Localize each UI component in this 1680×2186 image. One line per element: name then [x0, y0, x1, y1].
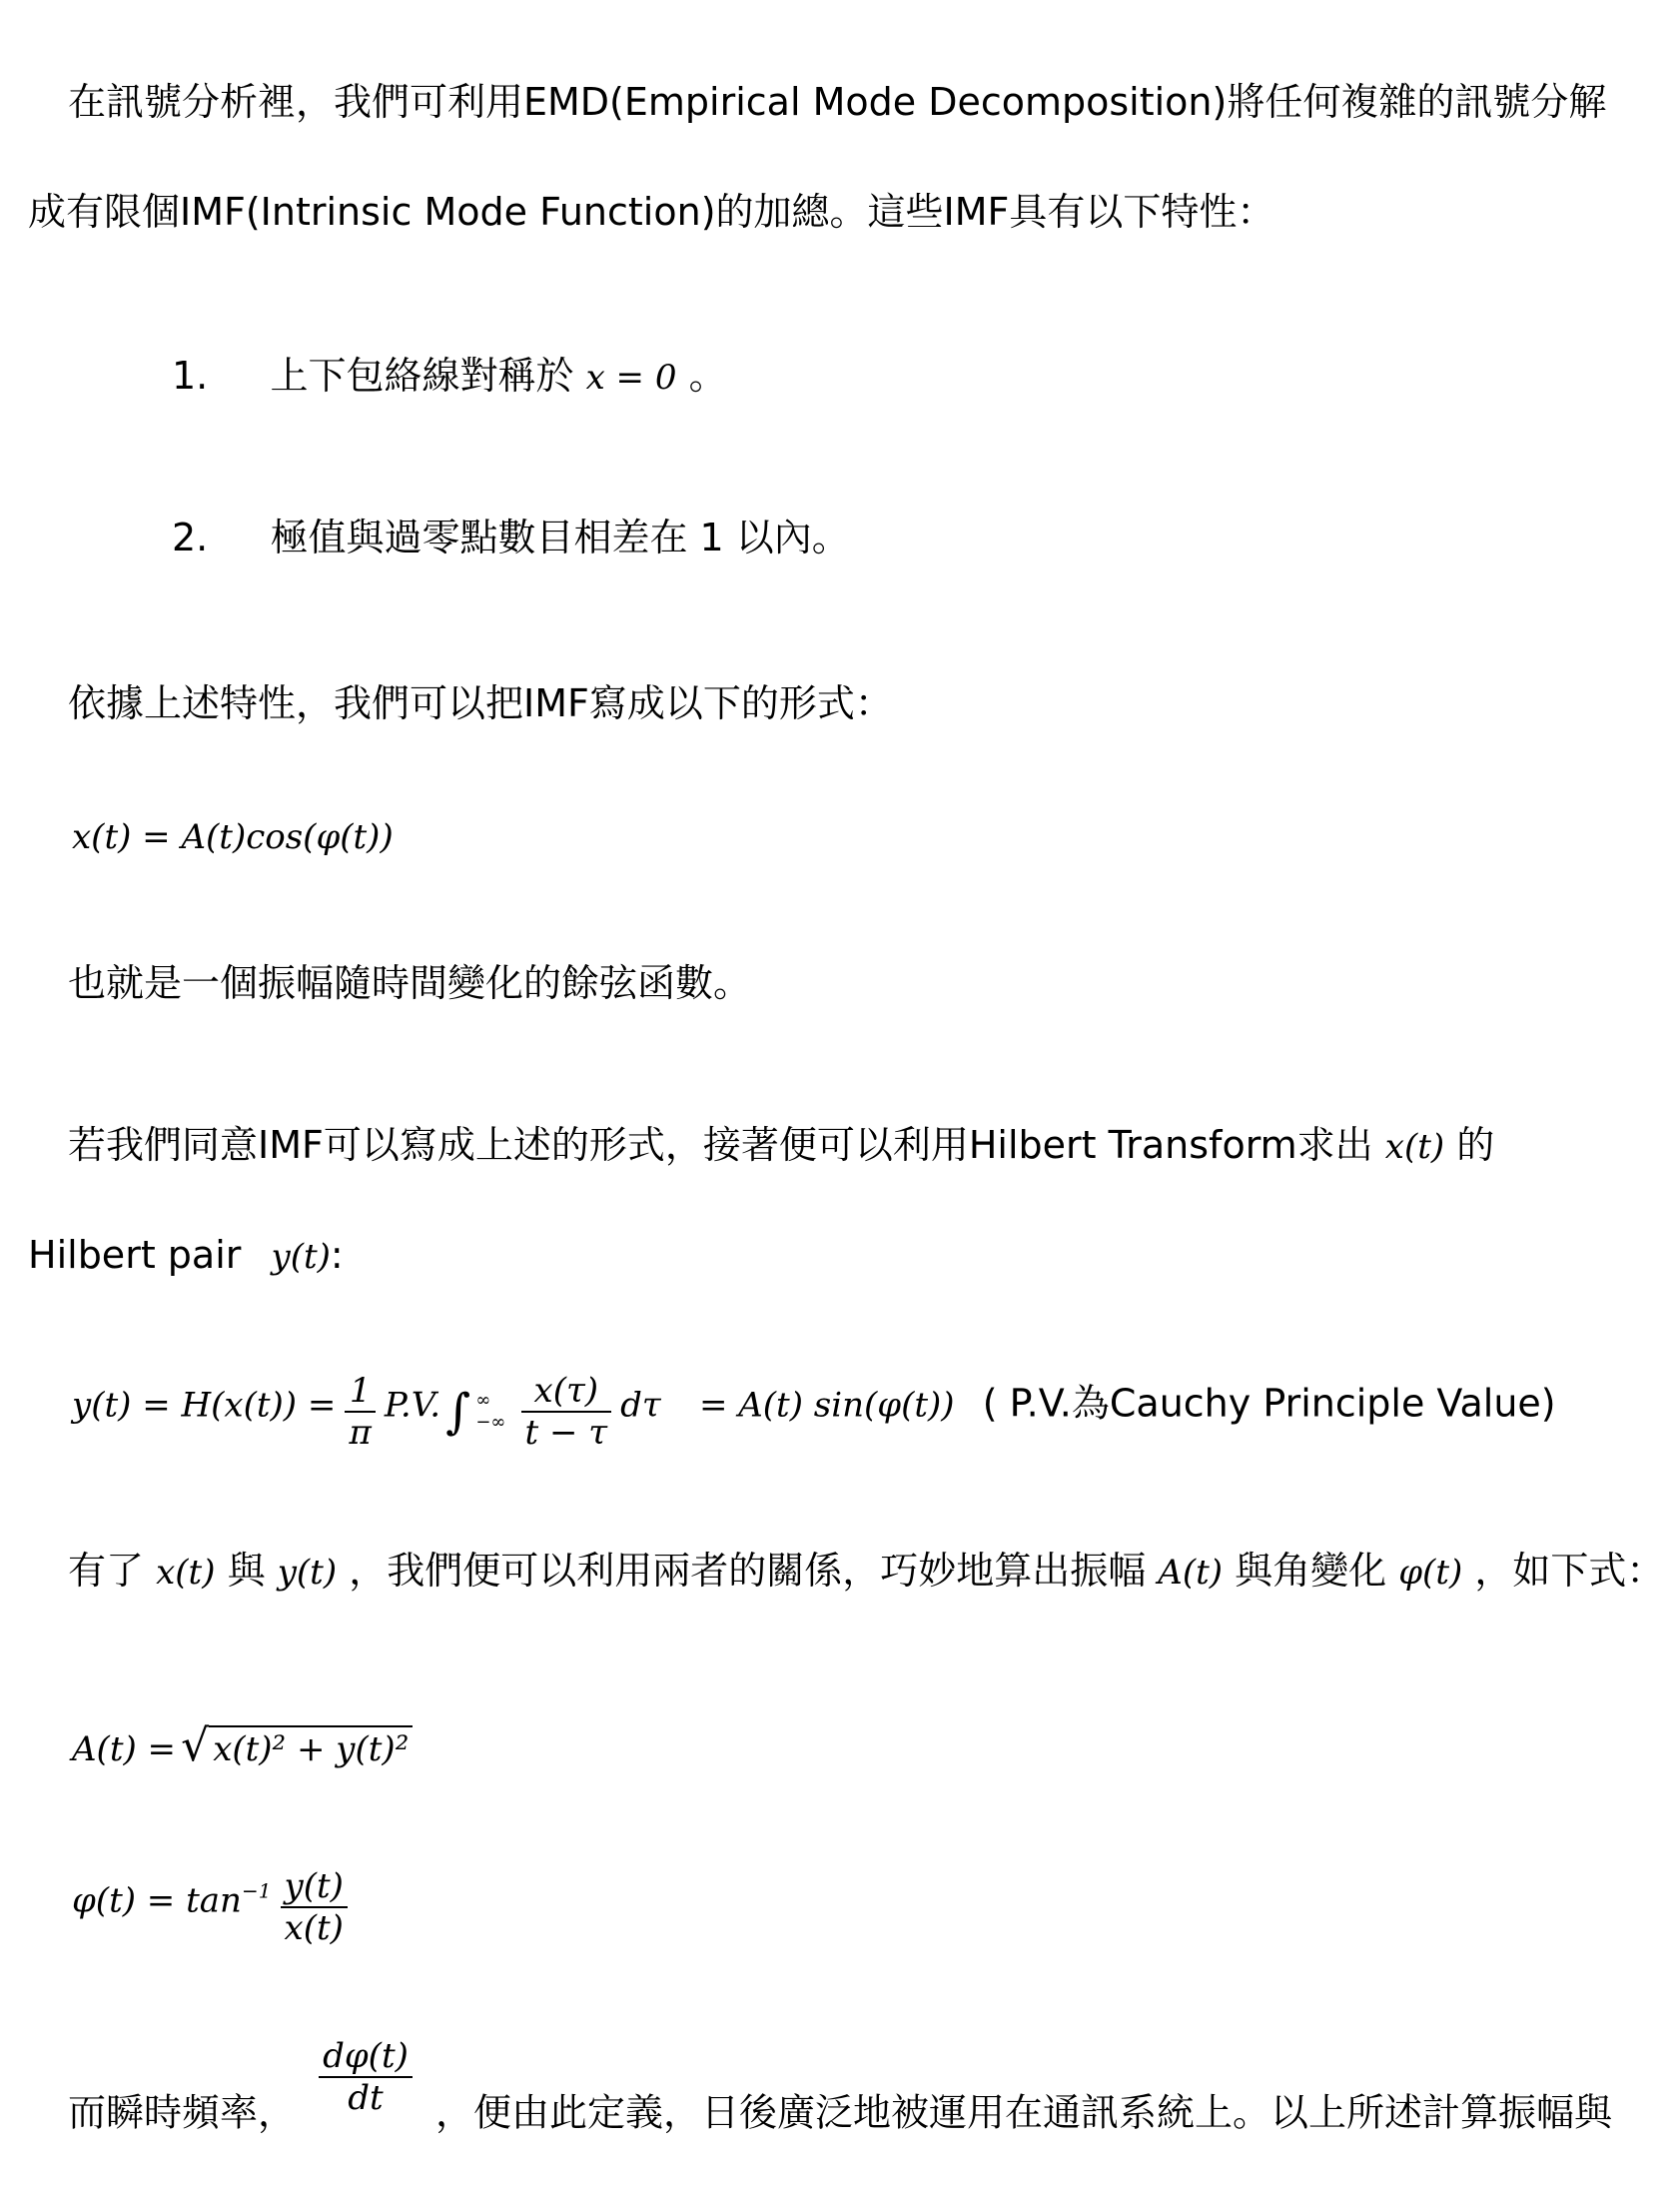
text-run: 若我們同意IMF可以寫成上述的形式，接著便可以利用Hilbert Transform求出 — [68, 1123, 1373, 1167]
inline-math: x(t) — [1384, 1127, 1445, 1167]
fraction-numerator: x(τ) — [521, 1371, 612, 1413]
paragraph-6 — [68, 2036, 1612, 2137]
principal-value-label: P.V. — [384, 1385, 441, 1426]
inline-math: A(t) — [1158, 1553, 1224, 1593]
list-end: 。 — [688, 354, 727, 398]
paragraph-4-line-2 — [28, 1231, 344, 1281]
fraction-instantaneous-frequency — [319, 2036, 413, 2118]
eq-lhs: A(t) = — [72, 1729, 177, 1769]
equation-amplitude — [72, 1720, 413, 1771]
equation-note: ( P.V.為Cauchy Principle Value) — [982, 1381, 1556, 1426]
text-run: 有了 — [68, 1549, 145, 1593]
fraction-denominator: π — [349, 1413, 372, 1453]
inline-math: y(t) — [271, 1237, 331, 1277]
inline-math: φ(t) — [1398, 1553, 1463, 1593]
integral-limits — [475, 1390, 505, 1434]
inline-math: y(t) — [277, 1553, 338, 1593]
paragraph-1-line-1: 在訊號分析裡，我們可利用EMD(Empirical Mode Decomposition)將任何複雜的訊號分解 — [68, 80, 1607, 124]
fraction-numerator: 1 — [345, 1371, 375, 1413]
list-item-1 — [172, 352, 727, 402]
text-run: 與 — [227, 1549, 266, 1593]
paragraph-4-line-1 — [68, 1121, 1494, 1171]
differential: dτ — [620, 1385, 661, 1426]
text-run: 而瞬時頻率， — [68, 2090, 297, 2135]
equation-hilbert-transform — [72, 1371, 1556, 1453]
text-run: Hilbert pair — [28, 1233, 242, 1277]
list-text: 上下包絡線對稱於 — [270, 354, 574, 398]
equation-phase — [72, 1866, 352, 1948]
fraction-denominator: dt — [348, 2078, 384, 2118]
paragraph-2: 依據上述特性，我們可以把IMF寫成以下的形式： — [68, 681, 893, 725]
text-run: ，便由此定義，日後廣泛地被運用在通訊系統上。以上所述計算振幅與 — [434, 2090, 1612, 2135]
superscript: −1 — [241, 1878, 272, 1903]
inline-math: x = 0 — [585, 358, 677, 398]
sqrt-sign: √ — [181, 1720, 210, 1771]
inline-math: x(t) — [156, 1553, 216, 1593]
text-run: : — [330, 1233, 344, 1277]
paragraph-5 — [68, 1547, 1664, 1597]
equation-imf-form: x(t) = A(t)cos(φ(t)) — [72, 817, 394, 857]
text-run: 與角變化 — [1235, 1549, 1387, 1593]
list-number: 1. — [172, 354, 209, 398]
fraction-denominator: t − τ — [524, 1413, 608, 1453]
text-run: ，如下式： — [1474, 1549, 1665, 1593]
eq-rhs: = A(t) sin(φ(t)) — [698, 1385, 955, 1426]
fraction-numerator: y(t) — [281, 1866, 348, 1908]
paragraph-3: 也就是一個振幅隨時間變化的餘弦函數。 — [68, 961, 752, 1005]
integral-lower-limit: −∞ — [475, 1412, 506, 1433]
fraction-y-over-x — [281, 1866, 348, 1948]
fraction-integrand — [521, 1371, 612, 1453]
integral-sign: ∫ — [445, 1384, 471, 1440]
text-run: ，我們便可以利用兩者的關係，巧妙地算出振幅 — [349, 1549, 1147, 1593]
list-number: 2. — [172, 516, 209, 559]
eq-lhs: φ(t) = tan — [72, 1880, 242, 1921]
fraction-numerator: dφ(t) — [319, 2036, 413, 2078]
paragraph-1-line-2: 成有限個IMF(Intrinsic Mode Function)的加總。這些IMF具有以下特性： — [28, 190, 1275, 234]
fraction-one-over-pi — [345, 1371, 375, 1453]
sqrt-radicand: x(t)² + y(t)² — [209, 1725, 413, 1769]
fraction-denominator: x(t) — [284, 1908, 344, 1948]
eq-lhs: y(t) = H(x(t)) = — [72, 1385, 337, 1426]
list-item-2 — [172, 514, 850, 561]
list-text: 極值與過零點數目相差在 1 以內。 — [270, 516, 850, 559]
text-run: 的 — [1456, 1123, 1495, 1167]
integral-upper-limit: ∞ — [475, 1390, 491, 1411]
